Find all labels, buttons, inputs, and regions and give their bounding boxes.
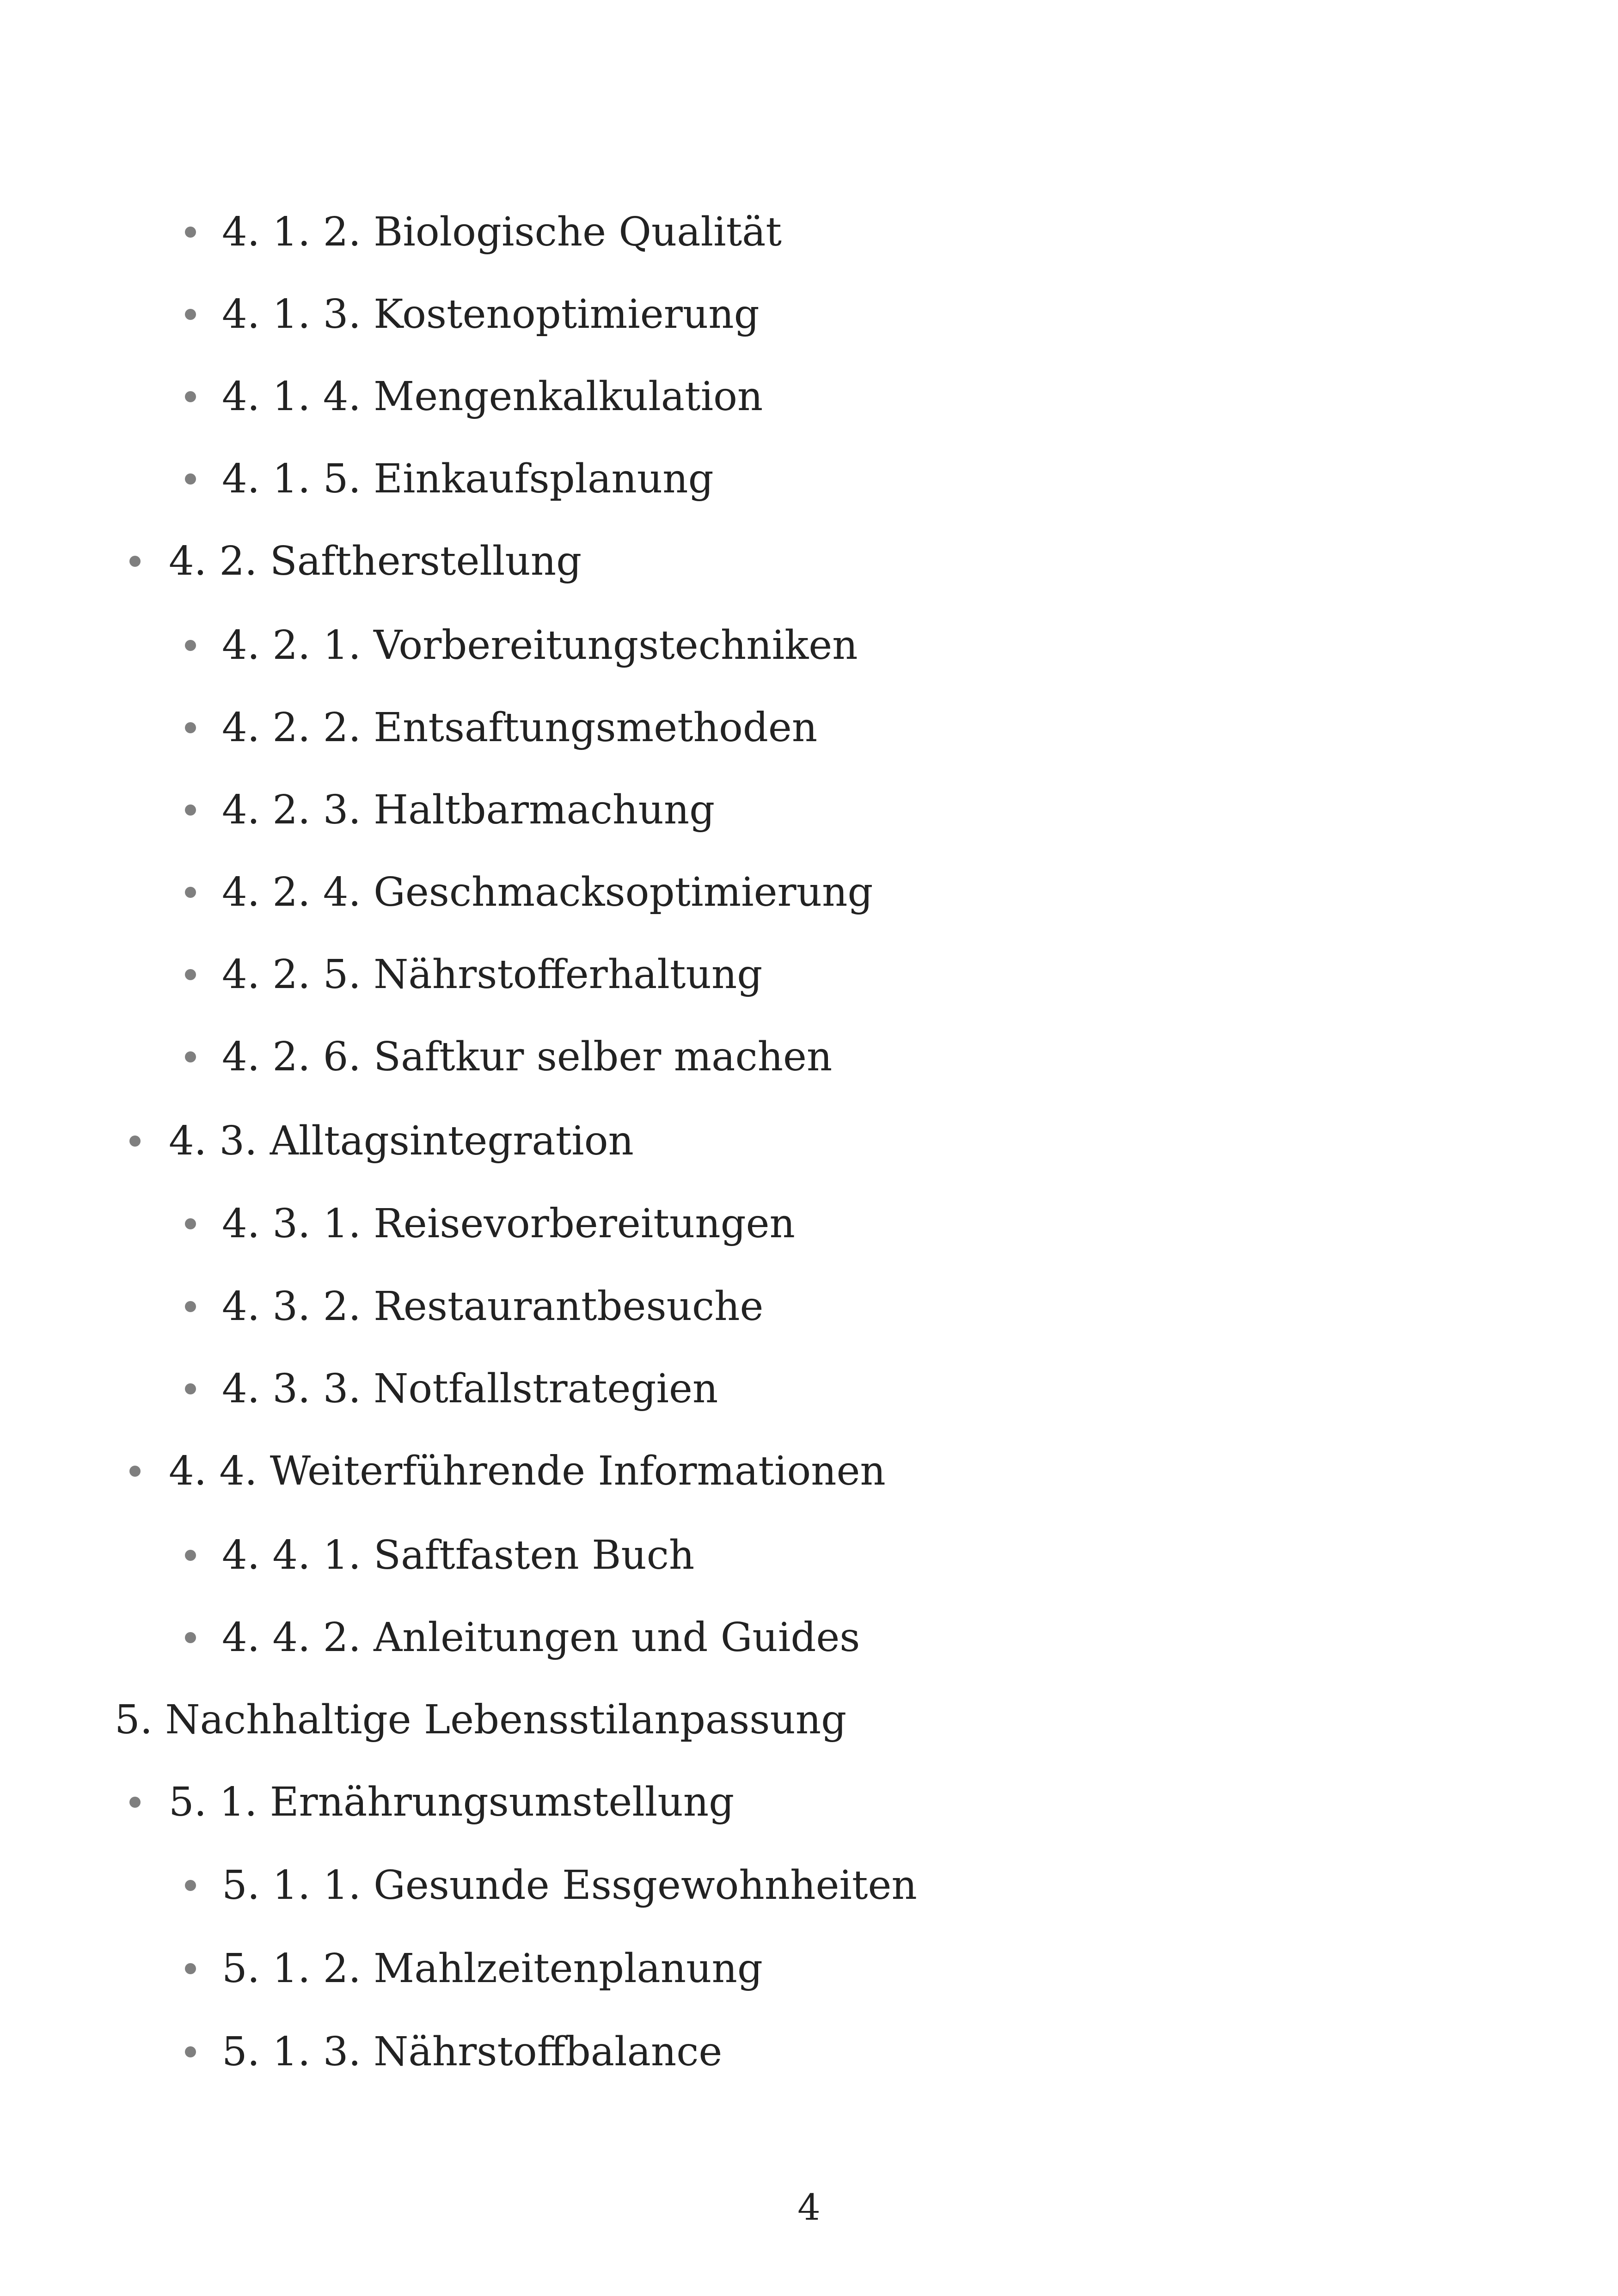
toc-item-label: 4. 2. Saftherstellung <box>169 538 582 584</box>
toc-item-label: 4. 3. 3. Notfallstrategien <box>222 1366 718 1412</box>
bullet-icon <box>185 804 196 816</box>
toc-item-label: 5. 1. 1. Gesunde Essgewohnheiten <box>222 1862 917 1909</box>
toc-item-label: 4. 4. Weiterführende Informationen <box>169 1448 886 1494</box>
toc-item-label: 4. 3. 2. Restaurantbesuche <box>222 1283 764 1330</box>
bullet-icon <box>185 391 196 402</box>
bullet-icon <box>185 1383 196 1394</box>
bullet-icon <box>185 722 196 733</box>
bullet-icon <box>129 1466 141 1477</box>
toc-item-label: 4. 1. 4. Mengenkalkulation <box>222 374 763 420</box>
bullet-icon <box>185 1051 196 1062</box>
toc-item-label: 4. 2. 4. Geschmacksoptimierung <box>222 869 873 915</box>
bullet-icon <box>185 227 196 238</box>
bullet-icon <box>185 969 196 980</box>
bullet-icon <box>185 1632 196 1643</box>
toc-item-label: 4. 3. 1. Reisevorbereitungen <box>222 1201 795 1247</box>
bullet-icon <box>185 1963 196 1974</box>
toc-item-label: 5. 1. 3. Nährstoffbalance <box>222 2029 723 2075</box>
bullet-icon <box>129 556 141 567</box>
toc-item-label: 4. 2. 2. Entsaftungsmethoden <box>222 705 818 751</box>
bullet-icon <box>129 1797 141 1808</box>
toc-item-label: 4. 2. 5. Nährstofferhaltung <box>222 952 763 998</box>
toc-chapter-label: 5. Nachhaltige Lebensstilanpassung <box>115 1697 847 1743</box>
toc-item-label: 4. 1. 3. Kostenoptimierung <box>222 291 760 338</box>
toc-item-label: 4. 1. 2. Biologische Qualität <box>222 209 782 255</box>
bullet-icon <box>185 2046 196 2057</box>
toc-item-label: 4. 2. 1. Vorbereitungstechniken <box>222 622 858 669</box>
toc-item-label: 4. 4. 2. Anleitungen und Guides <box>222 1615 860 1661</box>
toc-item-label: 4. 1. 5. Einkaufsplanung <box>222 456 714 502</box>
bullet-icon <box>185 1550 196 1561</box>
bullet-icon <box>185 473 196 485</box>
bullet-icon <box>185 1880 196 1891</box>
bullet-icon <box>185 1301 196 1312</box>
toc-item-label: 4. 4. 1. Saftfasten Buch <box>222 1532 695 1578</box>
toc-item-label: 5. 1. 2. Mahlzeitenplanung <box>222 1946 763 1992</box>
bullet-icon <box>185 887 196 898</box>
page-number: 4 <box>797 2187 821 2228</box>
bullet-icon <box>185 640 196 651</box>
bullet-icon <box>185 1218 196 1229</box>
toc-item-label: 4. 2. 6. Saftkur selber machen <box>222 1034 833 1080</box>
bullet-icon <box>185 309 196 320</box>
toc-item-label: 4. 3. Alltagsintegration <box>169 1118 634 1164</box>
toc-item-label: 5. 1. Ernährungsumstellung <box>169 1779 735 1825</box>
bullet-icon <box>129 1136 141 1147</box>
toc-item-label: 4. 2. 3. Haltbarmachung <box>222 787 715 833</box>
